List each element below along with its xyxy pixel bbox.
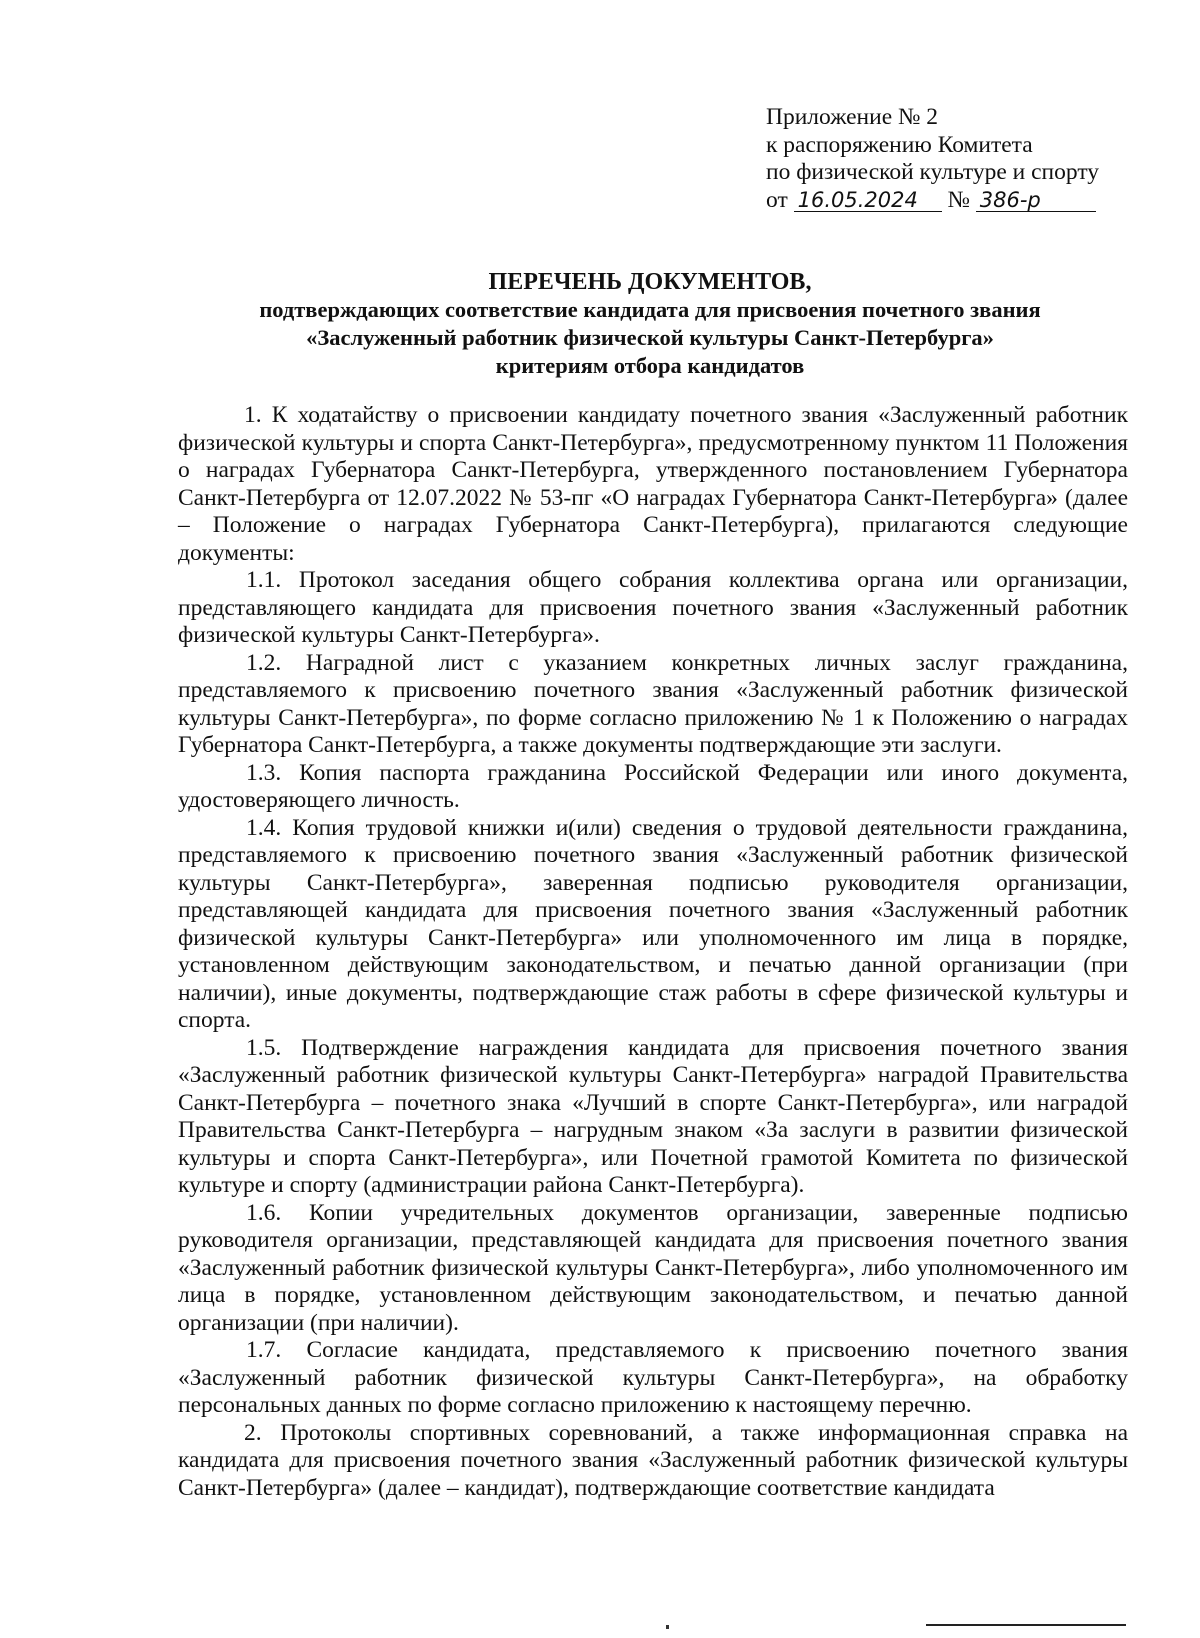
document-title: [150, 268, 1150, 380]
title-line: критериям отбора кандидатов: [495, 353, 805, 378]
handwritten-number: 386-р: [976, 189, 1096, 212]
scan-mark: [666, 1625, 669, 1629]
number-label: №: [947, 186, 970, 213]
title-line: ПЕРЕЧЕНЬ ДОКУМЕНТОВ,: [488, 269, 812, 295]
paragraph-1-6: 1.6. Копии учредительных документов организации, заверенные подписью руководителя организации, представляющей кандидата для присвоения почетного звания «Заслуженный работник физической культуры Санкт-Петербурга», либо уполномоченного им лица в порядке, установленном действующим законодательством, и печатью данной организации (при наличии).: [178, 1199, 1128, 1336]
from-label: от: [766, 186, 788, 213]
paragraph-1-2: 1.2. Наградной лист с указанием конкретных личных заслуг гражданина, представляемого к присвоению почетного звания «Заслуженный работник физической культуры Санкт-Петербурга», по форме согласно приложению № 1 к Положению о наградах Губернатора Санкт-Петербурга, а также документы подтверждающие эти заслуги.: [178, 649, 1128, 758]
appendix-line: по физической культуре и спорту: [766, 159, 1100, 185]
paragraph-1-5: 1.5. Подтверждение награждения кандидата для присвоения почетного звания «Заслуженный работник физической культуры Санкт-Петербурга» наградой Правительства Санкт-Петербурга – почетного знака «Лучший в спорте Санкт-Петербурга», или наградой Правительства Санкт-Петербурга – нагрудным знаком «За заслуги в развитии физической культуры и спорта Санкт-Петербурга», или Почетной грамотой Комитета по физической культуре и спорту (администрации района Санкт-Петербурга).: [178, 1034, 1128, 1198]
appendix-line: к распоряжению Комитета: [766, 131, 1033, 158]
document-body: [178, 402, 1128, 1502]
title-line: подтверждающих соответствие кандидата для присвоения почетного звания: [259, 297, 1041, 322]
handwritten-date: 16.05.2024: [794, 189, 942, 212]
paragraph-2: 2. Протоколы спортивных соревнований, а также информационная справка на кандидата для присвоения почетного звания «Заслуженный работник физической культуры Санкт-Петербурга» (далее – кандидат), подтверждающие соответствие кандидата: [178, 1419, 1128, 1501]
appendix-date-line: [766, 187, 1146, 215]
paragraph-1-3: 1.3. Копия паспорта гражданина Российской Федерации или иного документа, удостоверяющего личность.: [178, 759, 1128, 813]
scan-edge-line: [926, 1624, 1126, 1626]
appendix-line: Приложение № 2: [766, 104, 939, 130]
paragraph-1: 1. К ходатайству о присвоении кандидату почетного звания «Заслуженный работник физической культуры и спорта Санкт-Петербурга», предусмотренному пунктом 11 Положения о наградах Губернатора Санкт-Петербурга, утвержденного постановлением Губернатора Санкт-Петербурга от 12.07.2022 № 53-пг «О наградах Губернатора Санкт-Петербурга» (далее – Положение о наградах Губернатора Санкт-Петербурга), прилагаются следующие документы:: [178, 402, 1128, 566]
title-line: «Заслуженный работник физической культуры Санкт-Петербурга»: [306, 325, 994, 350]
paragraph-1-7: 1.7. Согласие кандидата, представляемого к присвоению почетного звания «Заслуженный работник физической культуры Санкт-Петербурга», на обработку персональных данных по форме согласно приложению к настоящему перечню.: [178, 1337, 1128, 1418]
paragraph-1-1: 1.1. Протокол заседания общего собрания коллектива органа или организации, представляющего кандидата для присвоения почетного звания «Заслуженный работник физической культуры Санкт-Петербурга».: [178, 567, 1128, 648]
paragraph-1-4: 1.4. Копия трудовой книжки и(или) сведения о трудовой деятельности гражданина, представляемого к присвоению почетного звания «Заслуженный работник физической культуры Санкт-Петербурга», заверенная подписью руководителя организации, представляющей кандидата для присвоения почетного звания «Заслуженный работник физической культуры Санкт-Петербурга» или уполномоченного им лица в порядке, установленном действующим законодательством, и печатью данной организации (при наличии), иные документы, подтверждающие стаж работы в сфере физической культуры и спорта.: [178, 814, 1128, 1033]
appendix-header: [766, 104, 1146, 214]
